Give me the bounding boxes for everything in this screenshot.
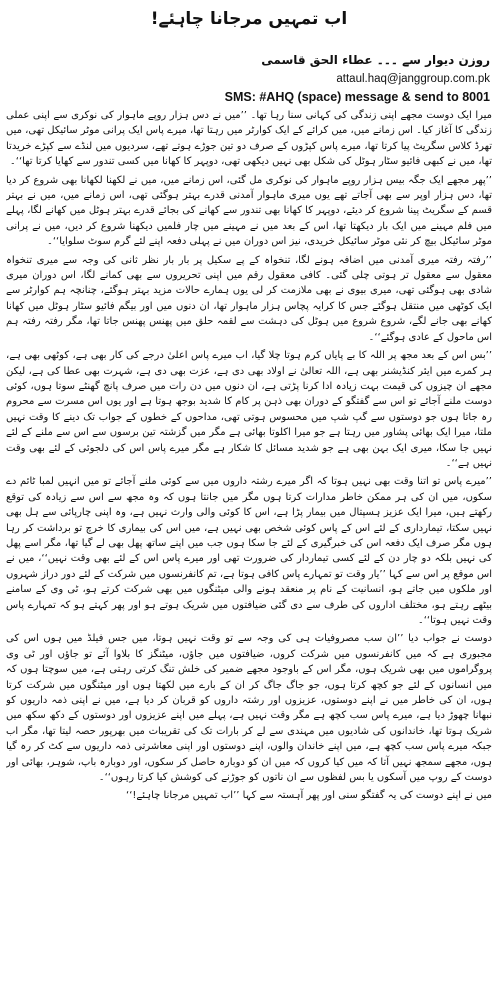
byline [8, 50, 490, 70]
column-series-name: روزن دیوار سے [402, 53, 490, 67]
article-paragraph: میرا ایک دوست مجھے اپنی زندگی کی کہانی سنا رہا تھا۔ ’’میں نے دس ہزار روپے ماہوار کی نوکری سے اپنی عملی زندگی کا آغاز کیا۔ اس زمانے میں، میں کرائے کے ایک کوارٹر میں رہتا تھا، میرے پاس ایک پرانی موٹر سائیکل تھی، میں تھرڈ کلاس سگریٹ پیا کرتا تھا، میرے پاس کپڑوں کے صرف دو تین جوڑے ہوتے تھے، سردیوں میں لنڈے سے کپڑے خریدتا تھا، میں نے کبھی فائیو سٹار ہوٹل کی شکل بھی نہیں دیکھی تھی، دوپہر کا کھانا میں کسی تندور سے کھایا کرتا تھا‘‘۔ [6, 110, 492, 168]
article-paragraph: ’’پھر مجھے ایک جگہ بیس ہزار روپے ماہوار کی نوکری مل گئی، اس زمانے میں، میں نے لکھنا لکھانا بھی شروع کر دیا تھا، دس ہزار اوپر سے بھی آجاتے تھے یوں میری ماہوار آمدنی قدرے بہتر ہوگئی تھی، اس زمانے میں، میں نے بہتر قسم کے سگریٹ پینا شروع کر دیئے، دوپہر کا کھانا بھی تندور سے کھانے کی بجائے قدرے بہتر ہوٹل میں کھانے لگا، پہلے میں فلم مہینے میں ایک بار دیکھتا تھا، اس کے بعد میں نے مہینے میں چار فلمیں دیکھنا شروع کر دیں، میں نے پرانی موٹر سائیکل بیچ کر نئی موٹر سائیکل خریدی، نیز اس دوران میں نے پہلی دفعہ اپنے لئے گرم سوٹ سلوایا‘‘۔ [6, 174, 492, 248]
column-title: اب تمہیں مرجانا چاہئے! [150, 9, 348, 29]
byline-separator: ۔۔۔ [376, 53, 398, 67]
article-paragraph: ’’رفتہ رفتہ میری آمدنی میں اضافہ ہونے لگا، تنخواہ کے پے سکیل پر بار بار نظر ثانی کی وجہ سے میری تنخواہ معقول سے معقول تر ہوتی چلی گئی۔ کافی معقول رقم میں اپنی تحریروں سے بھی کمانے لگا، اس دوران میری شادی بھی ہوگئی تھی، میری بیوی نے بھی ملازمت کر لی یوں ہمارے حالات مزید بہتر ہوگئے، چنانچہ ہم کوارٹر سے ایک کوٹھی میں منتقل ہوگئے جس کا کرایہ پچاس ہزار ماہوار تھا، ان دنوں میں اور بیگم فائیو سٹار ہوٹل میں کھانا کھانے بھی جانے لگے، شروع شروع میں ہوٹل کی دہشت سے لقمہ حلق میں پھنس پھنس جاتا تھا، مگر رفتہ رفتہ ہم اس ماحول کے عادی ہوگئے‘‘۔ [6, 254, 492, 343]
column-header-info [8, 50, 490, 106]
author-email: attaul.haq@janggroup.com.pk [336, 73, 490, 85]
sms-instructions: SMS: #AHQ (space) message & send to 8001 [224, 90, 490, 104]
article-paragraph: ’’بس اس کے بعد مجھ پر اللہ کا بے پایاں کرم ہوتا چلا گیا، اب میرے پاس اعلیٰ درجے کی کار بھی ہے، کوٹھی بھی ہے، ہر کمرے میں ایئر کنڈیشنر بھی ہے، اللہ تعالیٰ نے اولاد بھی دی ہے، عزت بھی دی ہے، شہرت بھی عطا کی ہے، لیکن مجھے ان چیزوں کی قیمت بہت زیادہ ادا کرنا پڑتی ہے، ان دنوں میں دن رات میں صرف پانچ گھنٹے سوتا ہوں، کوئی دوست ملنے آجائے تو اس سے گفتگو کے دوران بھی ذہن پر کام کا شدید بوجھ ہوتا ہے اور یوں اس مسرت سے محروم رہ جاتا ہوں جو دوستوں سے گپ شپ میں محسوس ہوتی تھی، مداحوں کے خطوں کے جواب تک دینے کا وقت نہیں ملتا، میرا ایک بھائی پشاور میں رہتا ہے جو میرا اکلوتا بھائی ہے مگر میں گزشتہ تین برسوں سے اس سے ملنے کے لئے نہیں جا سکا، میری ایک بہن بھی ہے جو شدید مسائل کا شکار ہے مگر میرے پاس اس کی دلجوئی کے لئے بھی وقت نہیں ہے‘‘۔ [6, 350, 492, 469]
article-paragraph: ’’میرے پاس تو اتنا وقت بھی نہیں ہوتا کہ اگر میرے رشتہ داروں میں سے کوئی ملنے آجائے تو میں انہیں لمبا ٹائم دے سکوں، میں ان کی ہر ممکن خاطر مدارات کرتا ہوں مگر میں جانتا ہوں کہ وہ مجھ سے اس سے زیادہ کی توقع رکھتے ہیں، میرا ایک عزیز ہسپتال میں بیمار پڑا ہے، اس کا کوئی والی وارث نہیں ہے، وہ اپنی چارپائی سے ہل بھی نہیں سکتا، تیمارداری کے لئے اس کے پاس کوئی شخص بھی نہیں ہے، میں اس کی بیماری کا خرچ تو برداشت کر رہا ہوں مگر صرف ایک دفعہ اس کی خبرگیری کے لئے جا سکا ہوں جب میں اپنے ساتھ پھل بھی لے گیا تھا، مگر اسے پھل کی نہیں بلکہ دو چار دن کے لئے کسی تیماردار کی ضرورت تھی اور میرے پاس اس کے لئے بھی وقت نہیں‘‘، میں نے اس موقع پر اس سے کہا ’’یار وقت تو تمہارے پاس کافی ہوتا ہے، تم کانفرنسوں میں شرکت کے لئے دور دراز شہروں اور ملکوں میں جاتے ہو، انسانیت کے نام پر منعقد ہونے والی میٹنگوں میں بھی شرکت کرتے ہو، ٹی وی کے سامنے بیٹھے رہتے ہو، مختلف اداروں کی طرف سے دی گئی ضیافتوں میں شریک ہوتے ہو اور پھر کہتے ہو کہ تمہارے پاس وقت نہیں ہوتا‘‘۔ [6, 476, 492, 626]
article-closing-line: میں نے اپنے دوست کی یہ گفتگو سنی اور پھر آہستہ سے کہا ’’اب تمہیں مرجانا چاہئے!‘‘ [126, 790, 492, 802]
author-name: عطاء الحق قاسمی [261, 53, 373, 67]
article-paragraph: دوست نے جواب دیا ’’ان سب مصروفیات ہی کی وجہ سے تو وقت نہیں ہوتا، میں جس فیلڈ میں ہوں اس کی مجبوری ہے کہ میں کانفرنسوں میں شرکت کروں، ضیافتوں میں جاؤں، میٹنگز کا بلاوا آئے تو جاؤں اور ٹی وی پروگراموں میں بھی شریک ہوں، مگر اس کے باوجود مجھے ضمیر کی خلش تنگ کرتی رہتی ہے، میں سوچتا ہوں کہ میں انسانوں کے لئے جو کچھ کرتا ہوں، جو جاگ جاگ کر ان کے بارے میں لکھتا ہوں اور میٹنگوں میں شرکت کرتا ہوں، ان کی خاطر میں نے اپنے دوستوں، عزیزوں اور رشتہ داروں کو قربان کر دیا ہے، میں نے اپنی ذمہ داریوں کو نبھانا چھوڑ دیا ہے، میرے پاس سب کچھ ہے مگر وقت نہیں ہے، پہلے میں اپنے عزیزوں اور دوستوں کے دکھ سکھ میں شریک ہوتا تھا، خاندانوں کی شادیوں میں مہندی سے لے کر بارات تک کی تقریبات میں بھرپور حصہ لیتا تھا، مگر اب جبکہ میرے پاس سب کچھ ہے، میں اپنے خاندان والوں، اپنے دوستوں اور اپنی معاشرتی ذمہ داریوں سے کٹ کر رہ گیا ہوں، مجھے سمجھ نہیں آتا کہ میں کیا کروں کہ میں ان کو دوبارہ حاصل کر سکوں، اور دوبارہ باپ، شوہر، بھائی اور دوست کے روپ میں آسکوں یا بس لفظوں سے ان ناتوں کو جوڑنے کی کوشش کیا کرتا رہوں‘‘۔ [6, 633, 492, 784]
article-body [6, 108, 492, 981]
